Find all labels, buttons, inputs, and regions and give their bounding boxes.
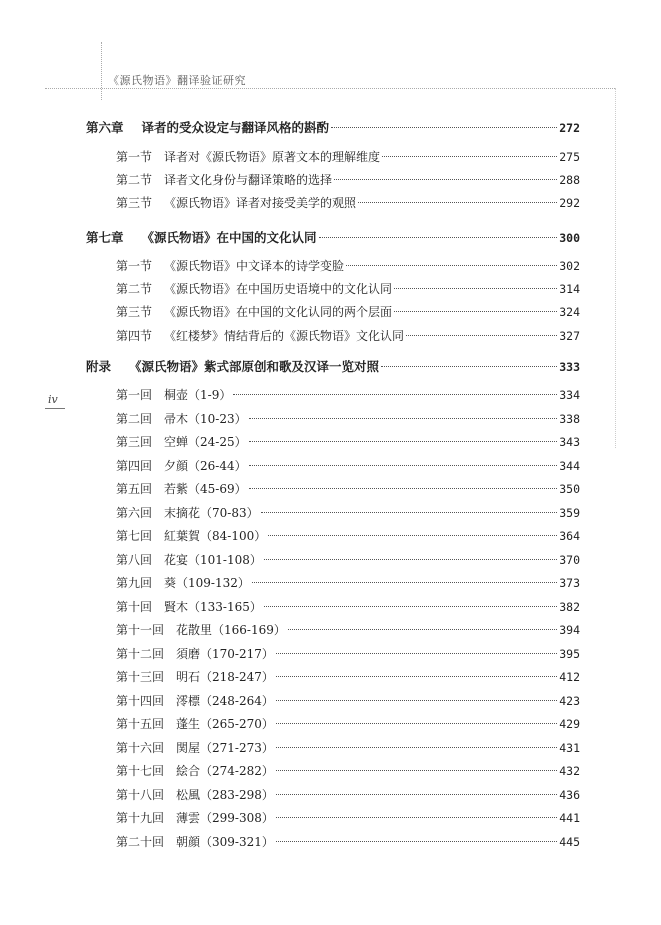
toc-page-number: 359 [559,506,580,520]
toc-entry-number: 第一节 [116,259,153,273]
toc-section-row[interactable] [116,833,580,853]
toc-section-row[interactable] [116,303,580,323]
toc-page-number: 373 [559,576,580,590]
toc-page-number: 436 [559,788,580,802]
toc-entry-title: 《源氏物语》在中国的文化认同 [141,230,317,245]
toc-entry-label [116,809,274,826]
toc-dot-leader [264,559,557,560]
toc-entry-title: 賢木（133-165） [164,600,262,614]
toc-entry-title: 紅葉賀（84-100） [164,529,267,543]
toc-entry-label [116,148,380,165]
toc-entry-number: 第四节 [116,329,153,343]
toc-dot-leader [394,288,557,289]
toc-entry-title: 薄雲（299-308） [176,811,274,825]
toc-dot-leader [346,265,557,266]
toc-entry-number: 第二十回 [116,835,165,849]
toc-entry-number: 第二节 [116,282,153,296]
header-rule-horizontal [45,88,615,89]
toc-entry-number: 第十九回 [116,811,165,825]
toc-entry-title: 《红楼梦》情结背后的《源氏物语》文化认同 [164,329,405,343]
toc-entry-number: 第七章 [86,230,124,245]
toc-dot-leader [264,606,557,607]
toc-entry-label [116,171,332,188]
toc-entry-label [116,457,247,474]
toc-entry-title: 译者的受众设定与翻译风格的斟酌 [141,120,330,135]
toc-entry-title: 澪標（248-264） [176,694,274,708]
toc-page-number: 423 [559,694,580,708]
page-number-rule [45,408,65,409]
toc-entry-title: 译者文化身份与翻译策略的选择 [164,173,333,187]
toc-entry-number: 第二回 [116,412,153,426]
toc-entry-title: 译者对《源氏物语》原著文本的理解维度 [164,150,381,164]
toc-section-row[interactable] [116,809,580,829]
toc-entry-label [116,527,266,544]
toc-dot-leader [288,629,557,630]
toc-entry-number: 第二节 [116,173,153,187]
toc-dot-leader [276,841,557,842]
toc-entry-number: 第十六回 [116,741,165,755]
toc-entry-title: 《源氏物语》中文译本的诗学变脸 [164,259,345,273]
toc-entry-title: 須磨（170-217） [176,647,274,661]
toc-entry-label [86,228,317,246]
toc-page-number: 394 [559,623,580,637]
toc-entry-label [116,410,247,427]
toc-section-row[interactable] [116,574,580,594]
toc-entry-label [116,327,404,344]
toc-section-row[interactable] [116,327,580,347]
toc-entry-label [116,739,274,756]
toc-entry-title: 花散里（166-169） [176,623,286,637]
toc-entry-label [116,504,259,521]
toc-entry-number: 第六回 [116,506,153,520]
toc-dot-leader [276,653,557,654]
toc-entry-number: 第八回 [116,553,153,567]
toc-section-row[interactable] [116,457,580,477]
toc-entry-title: 《源氏物语》译者对接受美学的观照 [164,196,357,210]
toc-page-number: 445 [559,835,580,849]
toc-entry-label [116,574,250,591]
toc-entry-number: 第十四回 [116,694,165,708]
toc-section-row[interactable] [116,148,580,168]
toc-dot-leader [319,237,558,238]
toc-page-number: 350 [559,482,580,496]
toc-section-row[interactable] [116,598,580,618]
toc-page-number: 395 [559,647,580,661]
toc-chapter-row[interactable] [86,228,580,248]
toc-entry-title: 蓬生（265-270） [176,717,274,731]
toc-entry-label [116,433,247,450]
toc-entry-label [86,357,379,375]
toc-dot-leader [233,394,557,395]
toc-entry-label [116,257,344,274]
toc-entry-label [116,621,286,638]
toc-dot-leader [406,335,557,336]
toc-entry-title: 葵（109-132） [164,576,250,590]
toc-page-number: 370 [559,553,580,567]
toc-dot-leader [394,311,557,312]
toc-section-row[interactable] [116,786,580,806]
toc-entry-number: 第十八回 [116,788,165,802]
toc-dot-leader [358,202,557,203]
toc-entry-number: 第七回 [116,529,153,543]
toc-entry-label [116,480,247,497]
toc-section-row[interactable] [116,715,580,735]
toc-page-number: 275 [559,150,580,164]
toc-section-row[interactable] [116,280,580,300]
toc-section-row[interactable] [116,504,580,524]
toc-dot-leader [268,535,557,536]
toc-section-row[interactable] [116,171,580,191]
toc-section-row[interactable] [116,480,580,500]
toc-dot-leader [276,723,557,724]
toc-entry-number: 第一节 [116,150,153,164]
toc-entry-number: 第三节 [116,305,153,319]
toc-page-number: 324 [559,305,580,319]
toc-entry-number: 第十二回 [116,647,165,661]
toc-section-row[interactable] [116,621,580,641]
toc-section-row[interactable] [116,645,580,665]
toc-page-number: 333 [559,360,580,374]
toc-entry-title: 夕顔（26-44） [164,459,247,473]
toc-entry-label [116,715,274,732]
toc-section-row[interactable] [116,386,580,406]
toc-entry-label [116,280,392,297]
toc-entry-number: 第十一回 [116,623,165,637]
toc-page-number: 338 [559,412,580,426]
toc-page-number: 302 [559,259,580,273]
toc-page-number: 344 [559,459,580,473]
toc-dot-leader [261,512,558,513]
toc-entry-number: 第十七回 [116,764,165,778]
toc-entry-label [116,786,274,803]
toc-section-row[interactable] [116,739,580,759]
toc-section-row[interactable] [116,668,580,688]
toc-entry-label [116,194,356,211]
toc-section-row[interactable] [116,762,580,782]
toc-entry-label [116,645,274,662]
toc-dot-leader [276,700,557,701]
toc-entry-title: 若紫（45-69） [164,482,247,496]
toc-entry-title: 絵合（274-282） [176,764,274,778]
toc-entry-number: 第三节 [116,196,153,210]
toc-page-number: 382 [559,600,580,614]
toc-dot-leader [249,418,558,419]
toc-page-number: 343 [559,435,580,449]
margin-rule-right [615,88,616,448]
toc-entry-title: 関屋（271-273） [176,741,274,755]
toc-section-row[interactable] [116,433,580,453]
toc-page-number: 429 [559,717,580,731]
page-number: iv [48,393,58,406]
toc-entry-label [116,303,392,320]
toc-section-row[interactable] [116,410,580,430]
toc-dot-leader [249,488,558,489]
toc-page-number: 288 [559,173,580,187]
toc-entry-label [86,118,329,136]
toc-section-row[interactable] [116,551,580,571]
toc-dot-leader [276,794,557,795]
toc-dot-leader [276,747,557,748]
toc-dot-leader [276,676,557,677]
toc-entry-number: 第六章 [86,120,124,135]
toc-entry-label [116,386,231,403]
toc-entry-number: 第四回 [116,459,153,473]
toc-entry-number: 第九回 [116,576,153,590]
toc-section-row[interactable] [116,194,580,214]
toc-entry-title: 《源氏物语》在中国的文化认同的两个层面 [164,305,393,319]
toc-page-number: 272 [559,121,580,135]
toc-section-row[interactable] [116,692,580,712]
toc-entry-number: 第十回 [116,600,153,614]
toc-chapter-row[interactable] [86,357,580,377]
toc-dot-leader [331,127,557,128]
toc-page-number: 432 [559,764,580,778]
toc-page-number: 412 [559,670,580,684]
toc-entry-label [116,668,274,685]
toc-page-number: 431 [559,741,580,755]
toc-entry-title: 明石（218-247） [176,670,274,684]
toc-entry-title: 《源氏物语》紫式部原创和歌及汉译一览对照 [129,359,380,374]
toc-dot-leader [252,582,557,583]
toc-section-row[interactable] [116,257,580,277]
toc-page-number: 292 [559,196,580,210]
running-head: 《源氏物语》翻译验证研究 [108,74,246,87]
toc-entry-title: 桐壶（1-9） [164,388,232,402]
toc-entry-title: 花宴（101-108） [164,553,262,567]
toc-dot-leader [249,441,558,442]
toc-entry-title: 朝顔（309-321） [176,835,274,849]
toc-chapter-row[interactable] [86,118,580,138]
toc-page-number: 364 [559,529,580,543]
toc-entry-number: 第五回 [116,482,153,496]
toc-entry-title: 《源氏物语》在中国历史语境中的文化认同 [164,282,393,296]
toc-page-number: 327 [559,329,580,343]
toc-page-number: 300 [559,231,580,245]
toc-page-number: 441 [559,811,580,825]
toc-dot-leader [276,817,557,818]
toc-entry-number: 附录 [86,359,112,374]
toc-dot-leader [382,156,557,157]
toc-entry-title: 末摘花（70-83） [164,506,259,520]
toc-entry-number: 第十五回 [116,717,165,731]
toc-entry-number: 第一回 [116,388,153,402]
toc-page-number: 334 [559,388,580,402]
toc-dot-leader [249,465,558,466]
toc-entry-title: 松風（283-298） [176,788,274,802]
toc-dot-leader [381,366,557,367]
toc-dot-leader [334,179,557,180]
toc-page-number: 314 [559,282,580,296]
header-rule-vertical [101,42,102,100]
toc-entry-number: 第十三回 [116,670,165,684]
toc-dot-leader [276,770,557,771]
toc-entry-label [116,833,274,850]
toc-entry-number: 第三回 [116,435,153,449]
toc-entry-label [116,762,274,779]
toc-entry-label [116,551,262,568]
toc-entry-title: 帚木（10-23） [164,412,247,426]
toc-entry-label [116,598,262,615]
toc-entry-title: 空蝉（24-25） [164,435,247,449]
toc-entry-label [116,692,274,709]
toc-section-row[interactable] [116,527,580,547]
